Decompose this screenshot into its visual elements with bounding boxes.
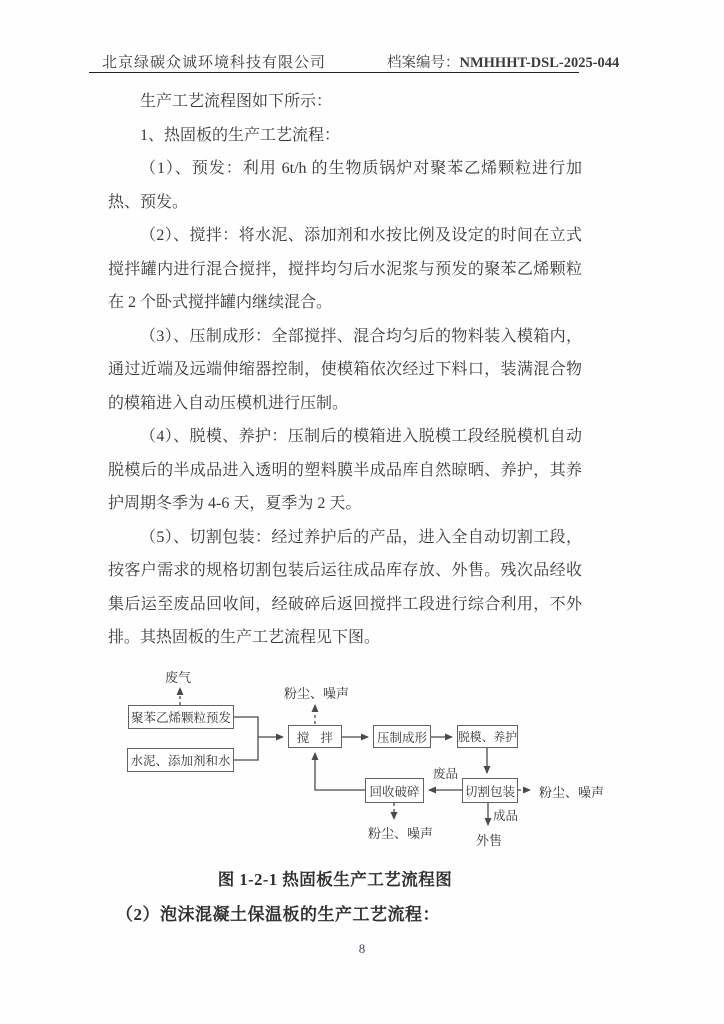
- flow-label-dust-noise-cutting: 粉尘、噪声: [539, 785, 605, 800]
- flow-label-waste-gas: 废气: [165, 670, 192, 685]
- flow-label-external-sale: 外售: [476, 833, 503, 848]
- process-flow-diagram: [0, 660, 724, 855]
- paragraph-list-title: 1、热固板的生产工艺流程：: [140, 126, 341, 144]
- document-body: [108, 85, 582, 655]
- paragraph-step-4: （4）、脱模、养护：压制后的模箱进入脱模工段经脱模机自动脱模后的半成品进入透明的塑料膜半成品库自然晾晒、养护，其养护周期冬季为 4-6 天，夏季为 2 天。: [108, 428, 582, 512]
- flow-box-polystyrene-prefoaming: 聚苯乙烯颗粒预发: [128, 705, 234, 729]
- flow-box-cutting-packing: 切割包装: [462, 778, 518, 803]
- figure-caption: 图 1-2-1 热固板生产工艺流程图: [217, 870, 453, 889]
- header-divider: [89, 72, 579, 73]
- flow-box-cement-additive-water: 水泥、添加剂和水: [127, 748, 234, 772]
- paragraph-step-5: （5）、切割包装：经过养护后的产品，进入全自动切割工段，按客户需求的规格切割包装后运往成品库存放、外售。残次品经收集后运至废品回收间，经破碎后返回搅拌工段进行综合利用，不外排。其热固板的生产工艺流程见下图。: [108, 528, 582, 646]
- flow-box-demold-curing: 脱模、养护: [457, 725, 518, 748]
- flow-connector-lines: [0, 660, 724, 855]
- archive-label: 档案编号：: [387, 55, 460, 71]
- flow-label-dust-noise-mixing: 粉尘、噪声: [284, 686, 350, 701]
- archive-number-value: NMHHHT-DSL-2025-044: [459, 55, 620, 71]
- page-number: 8: [358, 941, 366, 956]
- flow-label-scrap: 废品: [433, 767, 459, 781]
- header-archive-number: [387, 51, 619, 72]
- header-company-name: 北京绿碳众诚环境科技有限公司: [102, 55, 327, 71]
- flow-label-finished-product: 成品: [493, 809, 519, 823]
- flow-box-recycle-crushing: 回收破碎: [365, 778, 424, 803]
- paragraph-intro: 生产工艺流程图如下所示：: [140, 93, 333, 110]
- paragraph-step-1: （1）、预发：利用 6t/h 的生物质锅炉对聚苯乙烯颗粒进行加热、预发。: [108, 160, 582, 211]
- flow-box-press-forming: 压制成形: [373, 725, 431, 748]
- paragraph-step-3: （3）、压制成形：全部搅拌、混合均匀后的物料装入模箱内，通过近端及远端伸缩器控制，使模箱依次经过下料口，装满混合物的模箱进入自动压模机进行压制。: [108, 327, 582, 412]
- paragraph-step-2: （2）、搅拌：将水泥、添加剂和水按比例及设定的时间在立式搅拌罐内进行混合搅拌，搅拌均匀后水泥浆与预发的聚苯乙烯颗粒在 2 个卧式搅拌罐内继续混合。: [108, 227, 582, 311]
- section-heading-foam-concrete: （2）泡沫混凝土保温板的生产工艺流程：: [116, 905, 440, 924]
- flow-label-dust-noise-recycle: 粉尘、噪声: [368, 826, 434, 841]
- flow-box-mixing: 搅 拌: [288, 725, 342, 748]
